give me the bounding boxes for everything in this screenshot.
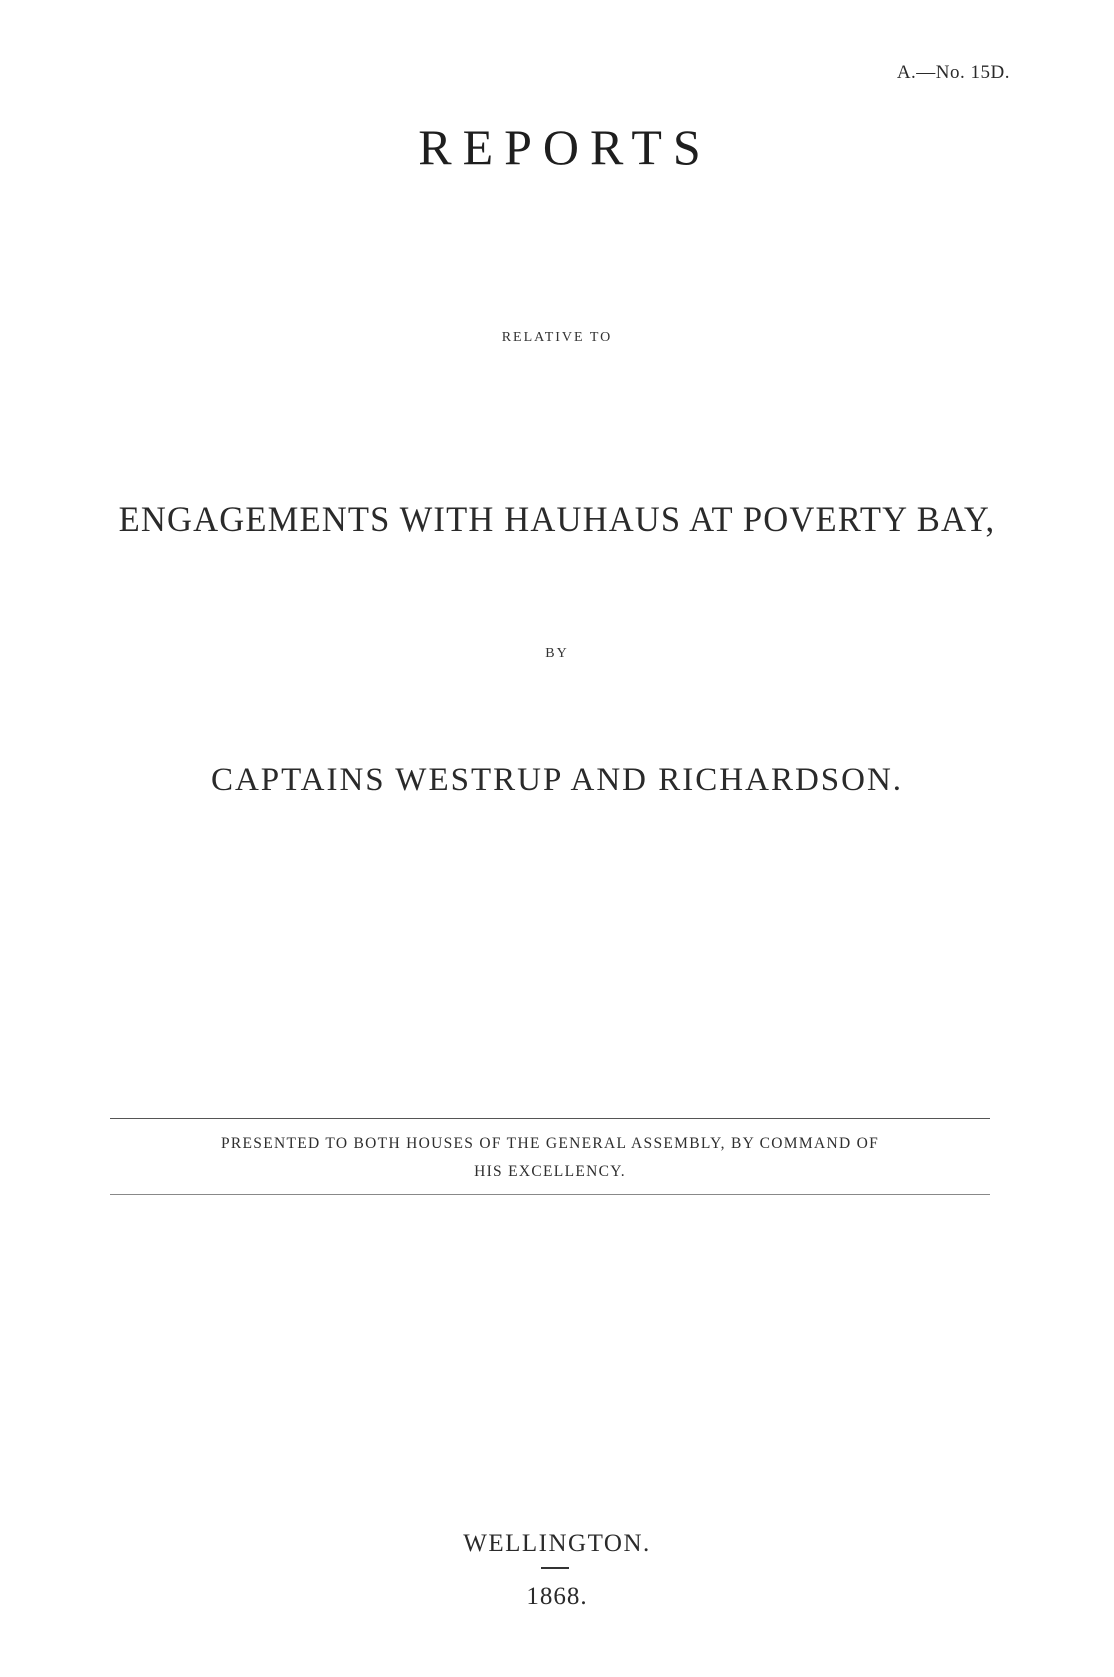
publication-place: WELLINGTON.	[463, 1530, 651, 1557]
publication-year: 1868.	[526, 1583, 588, 1610]
bottom-divider	[110, 1194, 990, 1195]
short-rule	[541, 1567, 569, 1569]
presented-line-1: PRESENTED TO BOTH HOUSES OF THE GENERAL ASSEMBLY, BY COMMAND OF	[220, 1135, 880, 1152]
presented-line-2: HIS EXCELLENCY.	[474, 1163, 626, 1180]
relative-to-caption: RELATIVE TO	[501, 330, 613, 345]
top-divider	[110, 1118, 990, 1119]
document-reference-number: A.—No. 15D.	[896, 62, 1010, 83]
document-authors: CAPTAINS WESTRUP AND RICHARDSON.	[210, 762, 904, 798]
by-caption: BY	[545, 646, 569, 661]
document-title: REPORTS	[418, 119, 712, 175]
document-subject: ENGAGEMENTS WITH HAUHAUS AT POVERTY BAY,	[118, 499, 996, 539]
presented-statement	[110, 1130, 990, 1186]
